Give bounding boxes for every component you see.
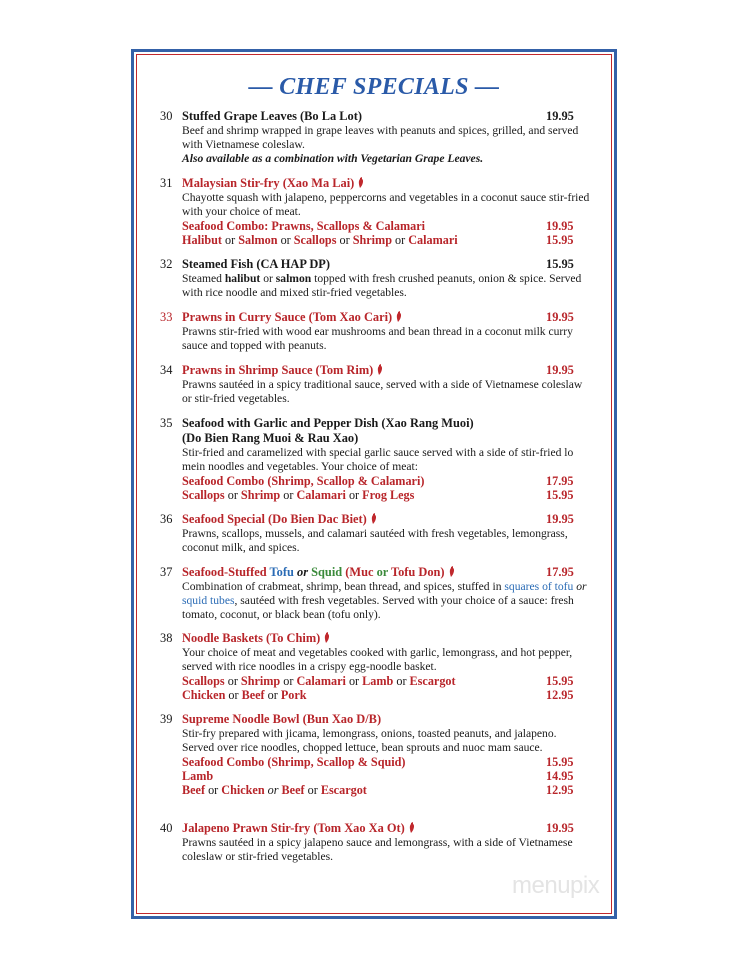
item-description: Beef and shrimp wrapped in grape leaves with peanuts and spices, grilled, and served with Vietnamese coleslaw.: [182, 124, 579, 152]
item-description: Your choice of meat and vegetables cooked with garlic, lemongrass, and hot pepper, served with rice noodles in a crispy egg-noodle basket.: [182, 646, 573, 674]
item-number: 38: [160, 631, 173, 645]
chili-pepper-icon: [370, 513, 378, 525]
watermark: menupix: [512, 872, 600, 899]
item-option: Seafood Combo (Shrimp, Scallop & Squid) 15.95: [182, 755, 574, 770]
item-description: Steamed halibut or salmon topped with fresh crushed peanuts, onion & spice. Served with rice noodle and mixed stir-fried vegetables.: [182, 272, 582, 300]
option-price: 19.95: [546, 219, 574, 234]
chili-pepper-icon: [395, 311, 403, 323]
item-name: Prawns in Curry Sauce (Tom Xao Cari): [182, 310, 590, 325]
chili-pepper-icon: [323, 632, 331, 644]
item-description: Stir-fry prepared with jicama, lemongrass, onions, toasted peanuts, and jalapeno. Served over rice noodles, chopped lettuce, bean sprouts and nuoc mam sauce.: [182, 727, 557, 755]
item-name: Seafood with Garlic and Pepper Dish (Xao Rang Muoi): [182, 416, 474, 430]
item-option: Seafood Combo (Shrimp, Scallop & Calamari) 17.95: [182, 474, 574, 489]
item-description: Prawns sautéed in a spicy traditional sauce, served with a side of Vietnamese coleslaw or stir-fried vegetables.: [182, 378, 583, 406]
item-number: 30: [160, 109, 173, 123]
item-price: 15.95: [546, 257, 574, 271]
item-number: 37: [160, 565, 173, 579]
item-number: 40: [160, 821, 173, 835]
item-price: 19.95: [546, 512, 574, 526]
page-title: — CHEF SPECIALS —: [248, 74, 500, 100]
item-number: 39: [160, 712, 173, 726]
item-option: Chicken or Beef or Pork 12.95: [182, 688, 574, 703]
item-description: Prawns, scallops, mussels, and calamari sautéed with fresh vegetables, lemongrass, coconut milk, and spices.: [182, 527, 568, 555]
item-name: Supreme Noodle Bowl (Bun Xao D/B): [182, 712, 382, 726]
option-price: 15.95: [546, 233, 574, 248]
option-price: 15.95: [546, 488, 574, 503]
item-name: Stuffed Grape Leaves (Bo La Lot): [182, 109, 362, 123]
option-price: 14.95: [546, 769, 574, 784]
item-number: 35: [160, 416, 173, 430]
item-description: Prawns stir-fried with wood ear mushrooms and bean thread in a coconut milk curry sauce and topped with peanuts.: [182, 325, 573, 353]
item-name: Seafood-Stuffed Tofu or Squid (Muc or Tofu Don): [182, 565, 590, 580]
item-number: 36: [160, 512, 173, 526]
chili-pepper-icon: [357, 177, 365, 189]
item-name: Noodle Baskets (To Chim): [182, 631, 590, 646]
option-price: 17.95: [546, 474, 574, 489]
item-price: 19.95: [546, 821, 574, 835]
item-price: 19.95: [546, 310, 574, 324]
chili-pepper-icon: [376, 364, 384, 376]
item-option: Scallops or Shrimp or Calamari or Frog Legs 15.95: [182, 488, 574, 503]
option-price: 15.95: [546, 674, 574, 689]
item-option: Lamb 14.95: [182, 769, 574, 784]
option-price: 12.95: [546, 688, 574, 703]
item-number: 34: [160, 363, 173, 377]
item-option: Seafood Combo: Prawns, Scallops & Calamari 19.95: [182, 219, 574, 234]
chili-pepper-icon: [448, 566, 456, 578]
chili-pepper-icon: [408, 822, 416, 834]
item-note: Also available as a combination with Vegetarian Grape Leaves.: [182, 152, 484, 166]
option-price: 12.95: [546, 783, 574, 798]
item-number: 33: [160, 310, 173, 324]
item-price: 19.95: [546, 363, 574, 377]
item-name: Malaysian Stir-fry (Xao Ma Lai): [182, 176, 590, 191]
option-price: 15.95: [546, 755, 574, 770]
item-option: Halibut or Salmon or Scallops or Shrimp or Calamari 15.95: [182, 233, 574, 248]
item-name: Jalapeno Prawn Stir-fry (Tom Xao Xa Ot): [182, 821, 590, 836]
item-option: Scallops or Shrimp or Calamari or Lamb or Escargot 15.95: [182, 674, 574, 689]
item-name-secondary: (Do Bien Rang Muoi & Rau Xao): [182, 431, 359, 445]
item-name: Seafood Special (Do Bien Dac Biet): [182, 512, 590, 527]
item-number: 32: [160, 257, 173, 271]
item-description: Combination of crabmeat, shrimp, bean thread, and spices, stuffed in squares of tofu or squid tubes, sautéed with fresh vegetables. Served with your choice of a sauce: fresh tomato, coconut, or black bean (tofu only).: [182, 580, 587, 622]
item-name: Steamed Fish (CA HAP DP): [182, 257, 330, 271]
item-description: Chayotte squash with jalapeno, peppercorns and vegetables in a coconut sauce stir-fried with your choice of meat.: [182, 191, 590, 219]
item-price: 19.95: [546, 109, 574, 123]
item-number: 31: [160, 176, 173, 190]
item-description: Prawns sautéed in a spicy jalapeno sauce and lemongrass, with a side of Vietnamese coleslaw or stir-fried vegetables.: [182, 836, 573, 864]
item-price: 17.95: [546, 565, 574, 579]
item-option: Beef or Chicken or Beef or Escargot 12.95: [182, 783, 574, 798]
item-description: Stir-fried and caramelized with special garlic sauce served with a side of stir-fried lo mein noodles and vegetables. Your choice of meat:: [182, 446, 574, 474]
item-name: Prawns in Shrimp Sauce (Tom Rim): [182, 363, 590, 378]
